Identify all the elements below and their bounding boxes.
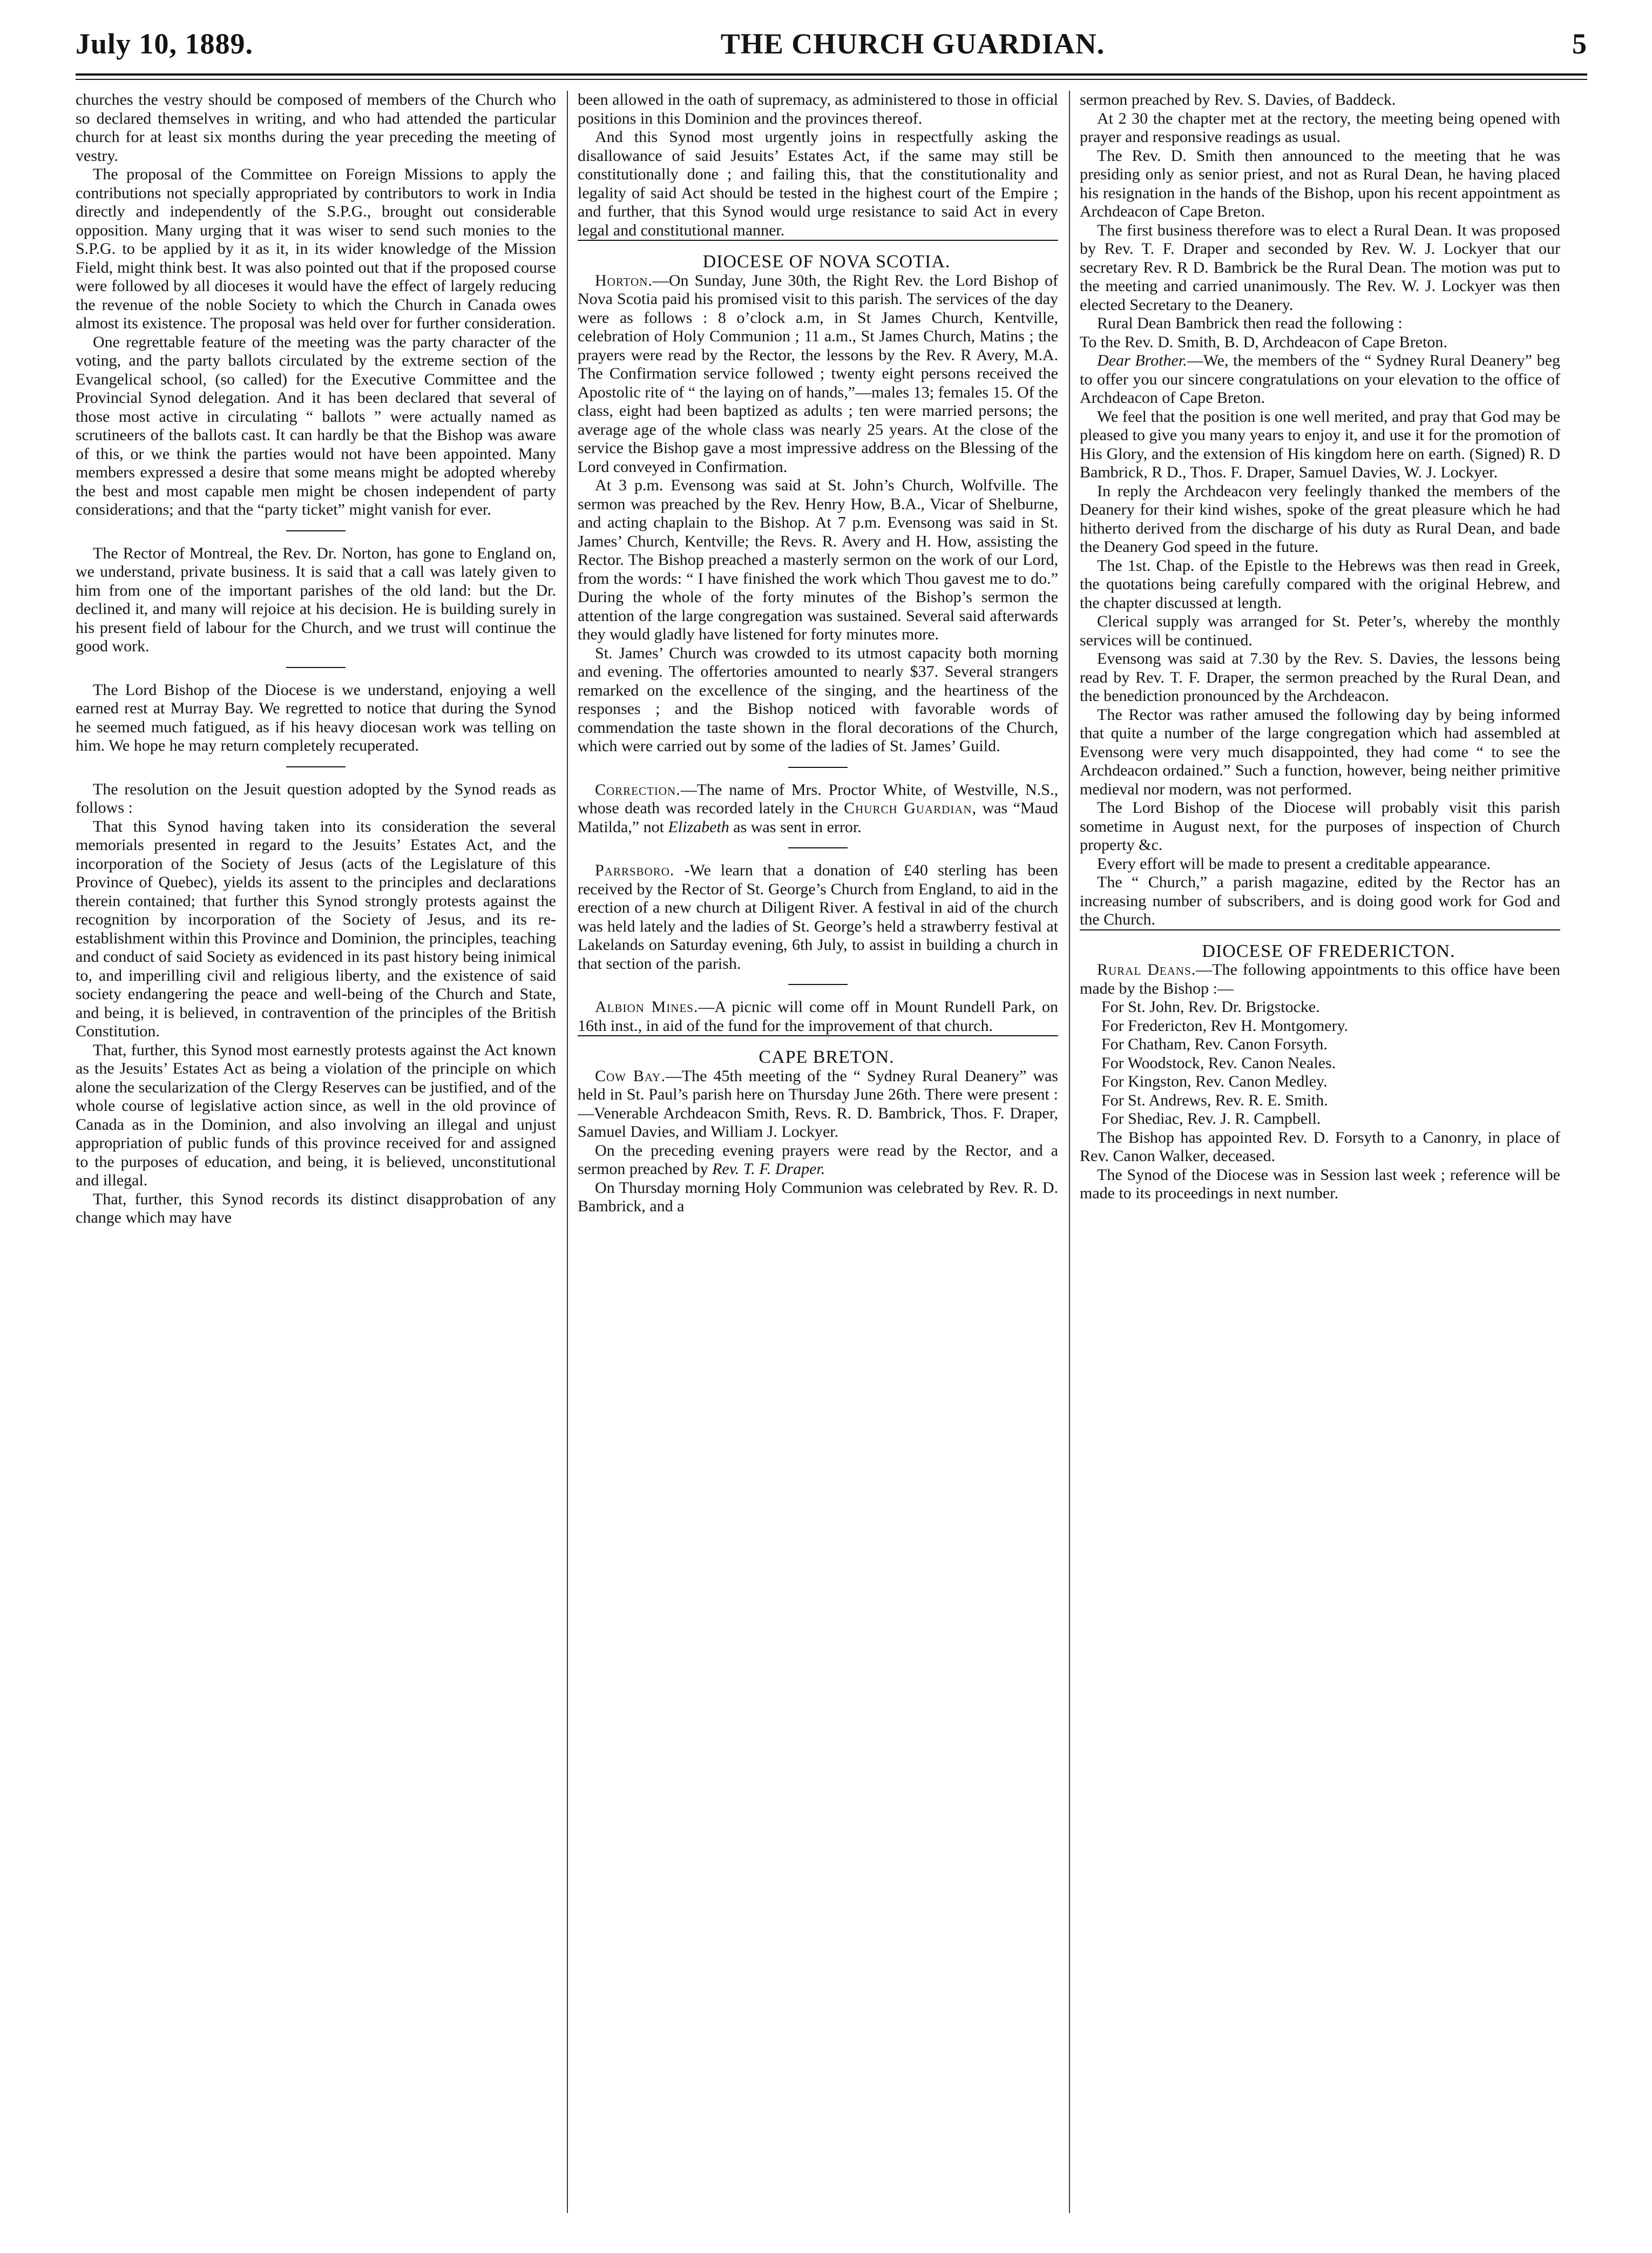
- paragraph-lead: Correction.: [595, 780, 681, 799]
- paragraph: In reply the Archdeacon very feelingly thanked the members of the Deanery for their kind wishes, spoke of the great pleasure which he had hitherto derived from the discharge of his duty as Rural Dean, and bade the Deanery God speed in the future.: [1080, 482, 1560, 556]
- paragraph: The resolution on the Jesuit question adopted by the Synod reads as follows :: [76, 780, 556, 817]
- section-heading: DIOCESE OF NOVA SCOTIA.: [578, 240, 1058, 272]
- paragraph-lead: Rural Deans.: [1097, 961, 1196, 979]
- paragraph-text: —On Sunday, June 30th, the Right Rev. the Lord Bishop of Nova Scotia paid his promised visit to this parish. The services of the day were as follows : 8 o’clock a.m, in St James Church, Kentville, celebration of Holy Communion ; 11 a.m., St James Church, Matins ; the prayers were read by the Rector, the lessons by the Rev. R Avery, M.A. The Confirmation service followed ; twenty eight persons received the Apostolic rite of “ the laying on of hands,”—males 13; females 15. Of the class, eight had been baptized as adults ; ten were married persons; the average age of the whole class was nearly 25 years. At the close of the service the Bishop gave a most impressive address on the Blessing of the Lord conveyed in Confirmation.: [578, 271, 1058, 476]
- paragraph-text: —The 45th meeting of the “ Sydney Rural Deanery” was held in St. Paul’s parish here on Thursday June 26th. There were present :—Venerable Archdeacon Smith, Revs. R. D. Bambrick, Thos. F. Draper, Samuel Davies, and William J. Lockyer.: [578, 1067, 1058, 1141]
- paragraph: been allowed in the oath of supremacy, as administered to those in official positions in this Dominion and the provinces thereof.: [578, 91, 1058, 127]
- separator-rule: [788, 984, 848, 985]
- column-divider: [1069, 91, 1070, 2213]
- separator-rule: [286, 530, 346, 531]
- paragraph: The Synod of the Diocese was in Session last week ; reference will be made to its proceedings in next number.: [1080, 1165, 1560, 1202]
- paragraph-text: On the preceding evening prayers were read by the Rector, and a sermon preached by: [578, 1141, 1058, 1178]
- newspaper-name: Church Guardian,: [844, 799, 977, 817]
- paragraph: The Lord Bishop of the Diocese is we understand, enjoying a well earned rest at Murray Bay. We regretted to notice that during the Synod he seemed much fatigued, as if his heavy diocesan work was telling on him. We hope he may return completely recuperated.: [76, 680, 556, 754]
- paragraph: One regrettable feature of the meeting was the party character of the voting, and the party ballots circulated by the extreme section of the Evangelical school, (so called) for the Executive Committee and the Provincial Synod delegation. And it has been declared that several of those most active in circulating “ ballots ” were actually named as scrutineers of the ballots cast. It can hardly be that the Bishop was aware of this, or we think the parties would not have been appointed. Many members expressed a desire that some means might be adopted whereby the best and most capable men might be chosen independent of party considerations; and that the “party ticket” might vanish for ever.: [76, 333, 556, 518]
- newspaper-title: THE CHURCH GUARDIAN.: [720, 28, 1105, 60]
- paragraph-text: —The following appointments to this office have been made by the Bishop :—: [1080, 961, 1560, 997]
- paragraph-lead: Albion Mines.: [595, 998, 699, 1016]
- paragraph: [1080, 961, 1560, 998]
- section-heading: CAPE BRETON.: [578, 1035, 1058, 1067]
- issue-date: July 10, 1889.: [76, 28, 254, 60]
- paragraph: The Rev. D. Smith then announced to the meeting that he was presiding only as senior priest, and not as Rural Dean, he having placed his resignation in the hands of the Bishop, upon his recent appointment as Archdeacon of Cape Breton.: [1080, 146, 1560, 220]
- address-line: To the Rev. D. Smith, B. D, Archdeacon of Cape Breton.: [1080, 333, 1447, 351]
- paragraph: Clerical supply was arranged for St. Peter’s, whereby the monthly services will be continued.: [1080, 612, 1560, 649]
- paragraph: The Rector of Montreal, the Rev. Dr. Norton, has gone to England on, we understand, private business. It is said that a call was lately given to him from one of the important parishes of the old land: but the Dr. declined it, and many will rejoice at his decision. He is building surely in his present field of labour for the Church, and we trust will continue the good work.: [76, 544, 556, 655]
- column-3: [1080, 91, 1560, 2213]
- paragraph: Rural Dean Bambrick then read the following :: [1097, 314, 1403, 332]
- paragraph: The proposal of the Committee on Foreign Missions to apply the contributions not specially appropriated by contributors to work in India directly and independently of the S.P.G., brought out considerable opposition. Many urging that it was wiser to send such monies to the S.P.G. to be applied by it as it, in its wider knowledge of the Mission Field, might think best. It was also pointed out that if the proposed course were followed by all dioceses it would have the effect of largely reducing the revenue of the noble Society to which the Church in Canada owes almost its existence. The proposal was held over for further consideration.: [76, 165, 556, 332]
- appointment-item: For Woodstock, Rev. Canon Neales.: [1101, 1054, 1336, 1072]
- paragraph: That, further, this Synod records its distinct disapprobation of any change which may have: [76, 1190, 556, 1226]
- paragraph: That this Synod having taken into its consideration the several memorials presented in regard to the Jesuits’ Estates Act, and the incorporation of the Society of Jesus (acts of the Legislature of this Province of Quebec), yields its assent to the principles and declarations therein contained; that further this Synod strongly protests against the recognition by incorporation of the Society of Jesus, and its re-establishment within this Province and Dominion, the principles, teaching and conduct of said Society as evidenced in its past history being inimical to, and imperilling civil and religious liberty, and the existence of said society endangering the peace and well-being of the Church and State, and being, it is believed, in contravention of the principles of the British Constitution.: [76, 817, 556, 1040]
- paragraph: At 3 p.m. Evensong was said at St. John’s Church, Wolfville. The sermon was preached by the Rev. Henry How, B.A., Vicar of Shelburne, and acting chaplain to the Bishop. At 7 p.m. Evensong was said in St. James’ Church, Kentville; the Revs. R. Avery and H. How, assisting the Rector. The Bishop preached a masterly sermon on the work of our Lord, from the words: “ I have finished the work which Thou gavest me to do.” During the whole of the forty minutes of the Bishop’s sermon the attention of the large congregation was sustained. Several said afterwards they would gladly have listened for forty minutes more.: [578, 476, 1058, 643]
- separator-rule: [788, 847, 848, 848]
- salutation: Dear Brother.: [1097, 352, 1187, 369]
- paragraph: The Rector was rather amused the following day by being informed that quite a number of the large congregation which had assembled at Evensong were very much disappointed, they had come “ to see the Archdeacon ordained.” Such a function, however, being neither primitive medieval nor modern, was not performed.: [1080, 705, 1560, 798]
- paragraph-lead: Cow Bay.: [595, 1067, 666, 1085]
- column-divider: [567, 91, 568, 2213]
- appointment-item: For Chatham, Rev. Canon Forsyth.: [1101, 1035, 1328, 1053]
- name-italic: Elizabeth: [668, 818, 729, 836]
- paragraph: [1080, 352, 1560, 408]
- paragraph-text: was “Maud Matilda,” not: [578, 799, 1058, 836]
- paragraph: [578, 998, 1058, 1035]
- appointment-item: For Fredericton, Rev H. Montgomery.: [1101, 1016, 1349, 1035]
- paragraph: [578, 1067, 1058, 1142]
- appointment-item: For St. John, Rev. Dr. Brigstocke.: [1101, 998, 1320, 1016]
- paragraph-text: —A picnic will come off in Mount Rundell Park, on 16th inst., in aid of the fund for the improvement of that church.: [578, 998, 1058, 1035]
- paragraph: [578, 781, 1058, 837]
- paragraph-text: as was sent in error.: [733, 818, 862, 836]
- appointment-item: For Kingston, Rev. Canon Medley.: [1101, 1072, 1328, 1090]
- separator-rule: [788, 767, 848, 768]
- masthead: [76, 21, 1587, 67]
- paragraph: [578, 272, 1058, 477]
- masthead-rule-thin: [76, 79, 1587, 80]
- column-1: [76, 91, 556, 2213]
- paragraph: The Lord Bishop of the Diocese will probably visit this parish sometime in August next, for the purposes of inspection of Church property &c.: [1080, 799, 1560, 854]
- name-italic: Rev. T. F. Draper.: [712, 1160, 825, 1178]
- paragraph: On Thursday morning Holy Communion was celebrated by Rev. R. D. Bambrick, and a: [578, 1178, 1058, 1215]
- paragraph-text: —The name of Mrs. Proctor White, of Westville, N.S., whose death was recorded lately in the: [578, 780, 1058, 817]
- paragraph: [578, 1142, 1058, 1179]
- paragraph-lead: Parrsboro.: [595, 861, 675, 879]
- paragraph: churches the vestry should be composed of members of the Church who so declared themselves in writing, and who had attended the particular church for at least six months during the year preceding the meeting of vestry.: [76, 91, 556, 165]
- paragraph: The “ Church,” a parish magazine, edited by the Rector has an increasing number of subscribers, and is doing good work for God and the Church.: [1080, 873, 1560, 928]
- paragraph: That, further, this Synod most earnestly protests against the Act known as the Jesuits’ Estates Act as being a violation of the principle on which alone the secularization of the Clergy Reserves can be justified, and of the whole course of legislative action since, as well in the old province of Canada as in the Dominion, and also involving an illegal and unjust appropriation of public funds of this province received for and assigned to the purposes of education, and being, it is believed, unconstitutional and illegal.: [76, 1041, 556, 1189]
- separator-rule: [286, 667, 346, 668]
- paragraph: [578, 861, 1058, 973]
- paragraph: And this Synod most urgently joins in respectfully asking the disallowance of said Jesuits’ Estates Act, if the same may still be constitutionally done ; and failing this, that the constitutionality and legality of said Act should be tested in the highest court of the Empire ; and further, that this Synod would urge resistance to said Act in every legal and constitutional manner.: [578, 128, 1058, 239]
- column-2: [578, 91, 1058, 2213]
- page-number: 5: [1572, 28, 1587, 60]
- paragraph-text: —We, the members of the “ Sydney Rural Deanery” beg to offer you our sincere congratulations on your elevation to the office of Archdeacon of Cape Breton.: [1080, 352, 1560, 407]
- paragraph: At 2 30 the chapter met at the rectory, the meeting being opened with prayer and responsive readings as usual.: [1080, 109, 1560, 146]
- paragraph: Every effort will be made to present a creditable appearance.: [1097, 854, 1491, 873]
- separator-rule: [286, 766, 346, 767]
- appointment-item: For St. Andrews, Rev. R. E. Smith.: [1101, 1091, 1328, 1109]
- section-heading: DIOCESE OF FREDERICTON.: [1080, 929, 1560, 961]
- paragraph-lead: Horton.: [595, 271, 653, 289]
- appointment-item: For Shediac, Rev. J. R. Campbell.: [1101, 1110, 1321, 1128]
- paragraph: The first business therefore was to elect a Rural Dean. It was proposed by Rev. T. F. Draper and seconded by Rev. W. J. Lockyer that our secretary Rev. R D. Bambrick be the Rural Dean. The motion was put to the meeting and carried unanimously. The Rev. W. J. Lockyer was then elected Secretary to the Deanery.: [1080, 221, 1560, 314]
- paragraph: St. James’ Church was crowded to its utmost capacity both morning and evening. The offertories amounted to nearly $37. Several strangers remarked on the excellence of the singing, and the heartiness of the responses ; and the Bishop noticed with favorable words of commendation the taste shown in the floral decorations of the Church, which were carried out by some of the ladies of St. James’ Guild.: [578, 644, 1058, 755]
- paragraph-text: -We learn that a donation of £40 sterling has been received by the Rector of St. George’s Church from England, to aid in the erection of a new church at Diligent River. A festival in aid of the church was held lately and the ladies of St. George’s held a strawberry festival at Lakelands on Saturday evening, 6th July, to assist in building a church in that section of the parish.: [578, 861, 1058, 973]
- paragraph: The Bishop has appointed Rev. D. Forsyth to a Canonry, in place of Rev. Canon Walker, deceased.: [1080, 1128, 1560, 1165]
- paragraph: Evensong was said at 7.30 by the Rev. S. Davies, the lessons being read by Rev. T. F. Draper, the sermon preached by the Rural Dean, and the benediction pronounced by the Archdeacon.: [1080, 650, 1560, 705]
- masthead-rule: [76, 73, 1587, 76]
- paragraph: We feel that the position is one well merited, and pray that God may be pleased to give you many years to enjoy it, and use it for the promotion of His Glory, and the extension of His kingdom here on earth. (Signed) R. D Bambrick, R D., Thos. F. Draper, Samuel Davies, W. J. Lockyer.: [1080, 407, 1560, 481]
- paragraph: sermon preached by Rev. S. Davies, of Baddeck.: [1080, 91, 1396, 109]
- paragraph: The 1st. Chap. of the Epistle to the Hebrews was then read in Greek, the quotations being carefully compared with the original Hebrew, and the chapter discussed at length.: [1080, 556, 1560, 612]
